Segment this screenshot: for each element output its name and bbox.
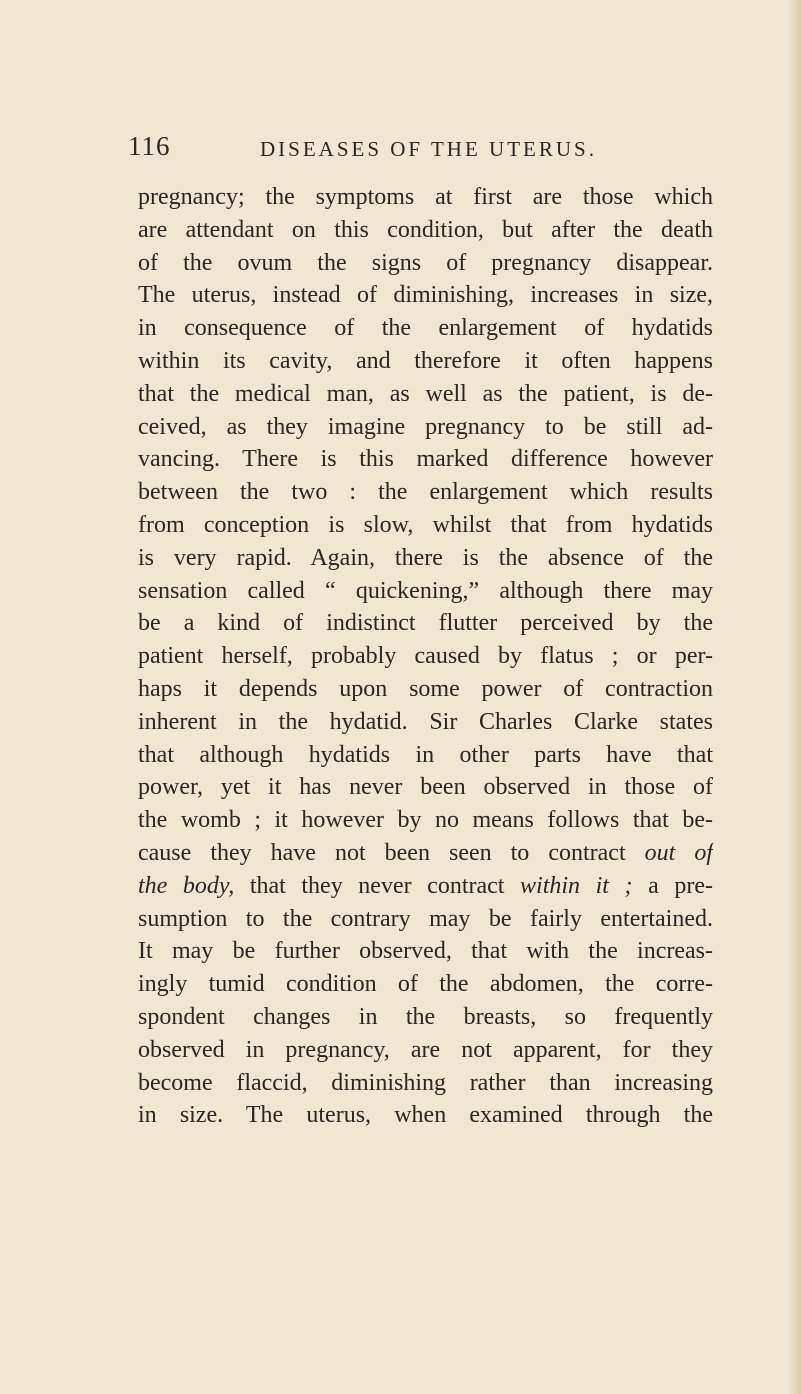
text-line: are attendant on this condition, but after the death bbox=[138, 216, 713, 243]
text-line: ceived, as they imagine pregnancy to be still ad- bbox=[138, 413, 713, 440]
text-line: from conception is slow, whilst that from hydatids bbox=[138, 511, 713, 538]
text-line: vancing. There is this marked difference however bbox=[138, 446, 713, 473]
italic-text: the body, bbox=[138, 872, 235, 899]
text-line-with-italic bbox=[138, 870, 713, 903]
italic-text: within it ; bbox=[520, 872, 633, 899]
text-line: sensation called “ quickening,” although there may bbox=[138, 577, 713, 604]
text-line: between the two : the enlargement which results bbox=[138, 479, 713, 506]
text-line: sumption to the contrary may be fairly entertained. bbox=[138, 905, 713, 932]
text-line: ingly tumid condition of the abdomen, the corre- bbox=[138, 971, 713, 998]
text-span: a pre- bbox=[632, 872, 713, 899]
page-number: 116 bbox=[128, 131, 171, 161]
text-line: the womb ; it however by no means follows that be- bbox=[138, 807, 713, 834]
text-line: of the ovum the signs of pregnancy disappear. bbox=[138, 249, 713, 276]
page-edge bbox=[787, 0, 801, 1394]
text-line: in size. The uterus, when examined through the bbox=[138, 1102, 713, 1129]
text-line: be a kind of indistinct flutter perceived by the bbox=[138, 610, 713, 637]
text-span: that they never contract bbox=[234, 872, 521, 899]
text-line: It may be further observed, that with the increas- bbox=[138, 938, 713, 965]
text-line: become flaccid, diminishing rather than increasing bbox=[138, 1069, 713, 1096]
text-line: pregnancy; the symptoms at first are those which bbox=[138, 184, 713, 210]
text-line: observed in pregnancy, are not apparent, for they bbox=[138, 1036, 713, 1063]
text-line: is very rapid. Again, there is the absence of the bbox=[138, 544, 713, 571]
text-span: cause they have not been seen to contract bbox=[138, 839, 645, 866]
text-line: inherent in the hydatid. Sir Charles Clarke states bbox=[138, 708, 713, 735]
text-line: The uterus, instead of diminishing, increases in size, bbox=[138, 282, 713, 309]
text-line: spondent changes in the breasts, so frequently bbox=[138, 1003, 713, 1030]
running-header bbox=[0, 131, 801, 171]
italic-text: out of bbox=[644, 839, 713, 866]
text-line: that the medical man, as well as the patient, is de- bbox=[138, 380, 713, 407]
running-head: DISEASES OF THE UTERUS. bbox=[260, 137, 597, 161]
text-line: patient herself, probably caused by flatus ; or per- bbox=[138, 643, 713, 670]
text-line: power, yet it has never been observed in those of bbox=[138, 774, 713, 801]
text-line: that although hydatids in other parts have that bbox=[138, 741, 713, 768]
body-text bbox=[138, 181, 713, 1132]
text-line: haps it depends upon some power of contraction bbox=[138, 675, 713, 702]
text-line-with-italic bbox=[138, 837, 713, 870]
text-line: within its cavity, and therefore it often happens bbox=[138, 347, 713, 374]
text-line: in consequence of the enlargement of hydatids bbox=[138, 315, 713, 342]
